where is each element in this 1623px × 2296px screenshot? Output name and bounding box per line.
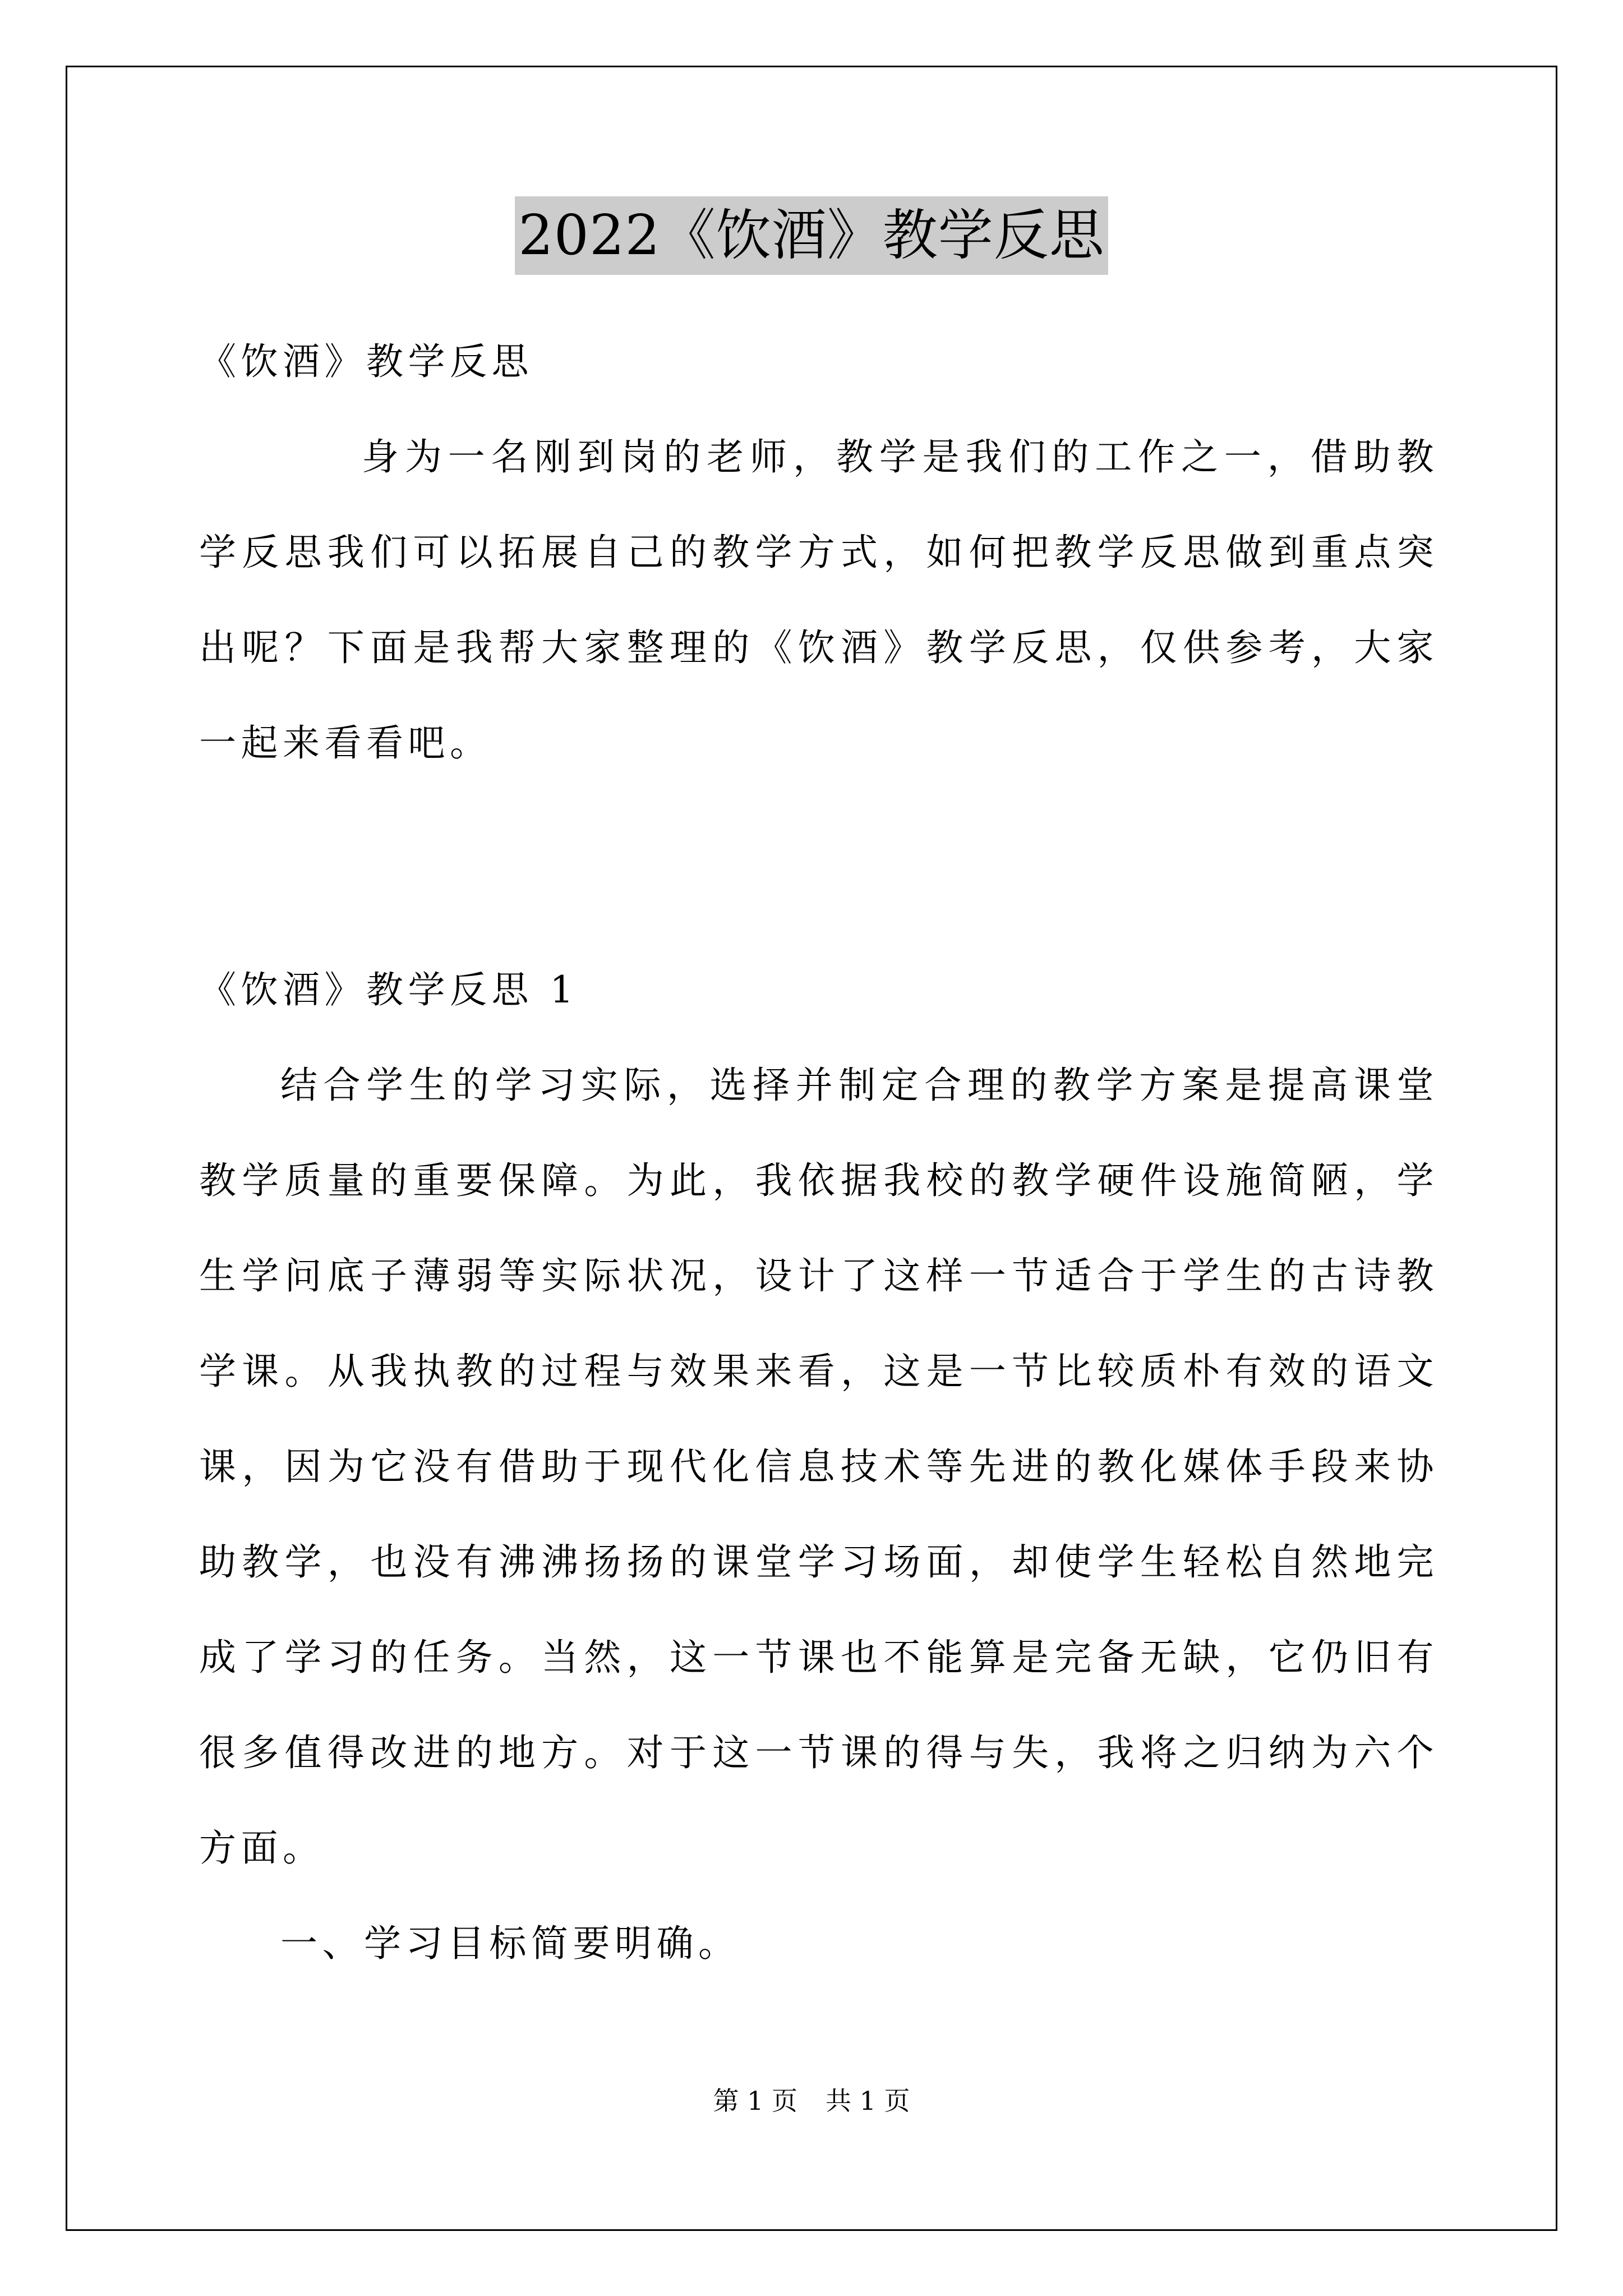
section-spacer [199,791,1438,942]
document-subtitle: 《饮酒》教学反思 [199,340,533,383]
page-footer [0,2084,1623,2118]
intro-paragraph: 身为一名刚到岗的老师，教学是我们的工作之一，借助教学反思我们可以拓展自己的教学方式，如何把教学反思做到重点突出呢？下面是我帮大家整理的《饮酒》教学反思，仅供参考，大家一起来看看吧。 [199,435,1438,765]
section-paragraph: 结合学生的学习实际，选择并制定合理的教学方案是提高课堂教学质量的重要保障。为此，我依据我校的教学硬件设施简陋，学生学问底子薄弱等实际状况，设计了这样一节适合于学生的古诗教学课。从我执教的过程与效果来看，这是一节比较质朴有效的语文课，因为它没有借助于现代化信息技术等先进的教化媒体手段来协助教学，也没有沸沸扬扬的课堂学习场面，却使学生轻松自然地完成了学习的任务。当然，这一节课也不能算是完备无缺，它仍旧有很多值得改进的地方。对于这一节课的得与失，我将之归纳为六个方面。 [199,1064,1438,1870]
page-number: 第 1 页 [713,2086,797,2116]
page-total: 共 1 页 [826,2086,910,2116]
title-container [0,196,1623,275]
section-heading: 《饮酒》教学反思 1 [199,968,578,1011]
document-title: 2022《饮酒》教学反思 [515,196,1108,275]
point-one-heading: 一、学习目标简要明确。 [280,1922,740,1965]
document-body [199,314,1438,1991]
